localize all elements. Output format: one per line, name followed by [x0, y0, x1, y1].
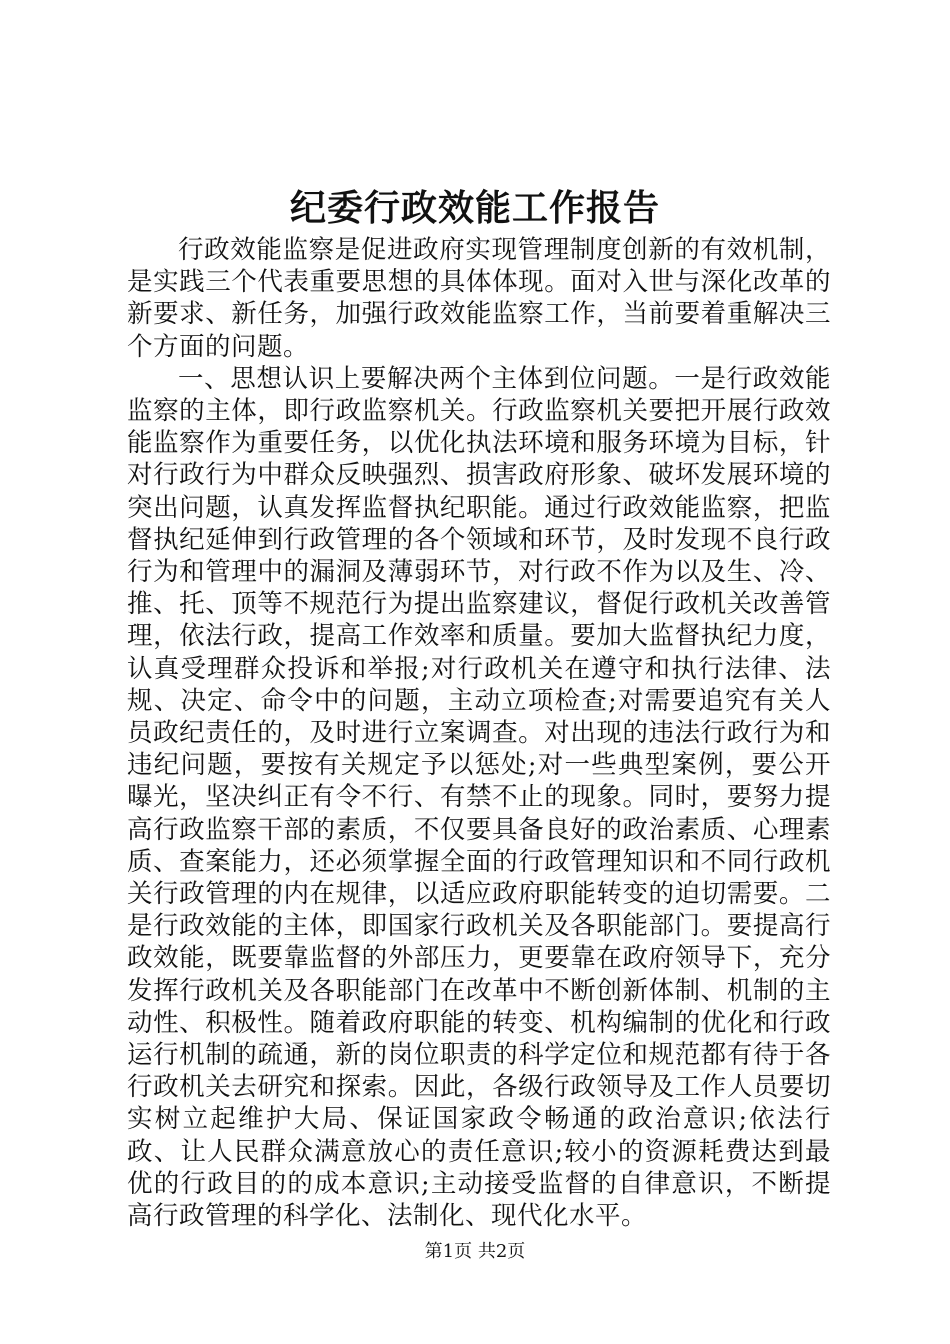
paragraph-section-one: 一、思想认识上要解决两个主体到位问题。一是行政效能监察的主体，即行政监察机关。行政监察机关要把开展行政效能监察作为重要任务，以优化执法环境和服务环境为目标，针对行政行为中群众反映强烈、损害政府形象、破坏发展环境的突出问题，认真发挥监督执纪职能。通过行政效能监察，把监督执纪延伸到行政管理的各个领域和环节，及时发现不良行政行为和管理中的漏洞及薄弱环节，对行政不作为以及生、冷、推、托、顶等不规范行为提出监察建议，督促行政机关改善管理，依法行政，提高工作效率和质量。要加大监督执纪力度，认真受理群众投诉和举报;对行政机关在遵守和执行法律、法规、决定、命令中的问题，主动立项检查;对需要追究有关人员政纪责任的，及时进行立案调查。对出现的违法行政行为和违纪问题，要按有关规定予以惩处;对一些典型案例，要公开曝光，坚决纠正有令不行、有禁不止的现象。同时，要努力提高行政监察干部的素质，不仅要具备良好的政治素质、心理素质、查案能力，还必须掌握全面的行政管理知识和不同行政机关行政管理的内在规律，以适应政府职能转变的迫切需要。二是行政效能的主体，即国家行政机关及各职能部门。要提高行政效能，既要靠监督的外部压力，更要靠在政府领导下，充分发挥行政机关及各职能部门在改革中不断创新体制、机制的主动性、积极性。随着政府职能的转变、机构编制的优化和行政运行机制的疏通，新的岗位职责的科学定位和规范都有待于各行政机关去研究和探索。因此，各级行政领导及工作人员要切实树立起维护大局、保证国家政令畅通的政治意识;依法行政、让人民群众满意放心的责任意识;较小的资源耗费达到最优的行政目的的成本意识;主动接受监督的自律意识，不断提高行政管理的科学化、法制化、现代化水平。 [127, 363, 831, 1232]
document-body [127, 234, 831, 1232]
document-title: 纪委行政效能工作报告 [289, 187, 660, 229]
page-number-footer: 第1页 共2页 [424, 1241, 526, 1262]
paragraph-intro: 行政效能监察是促进政府实现管理制度创新的有效机制，是实践三个代表重要思想的具体体现。面对入世与深化改革的新要求、新任务，加强行政效能监察工作，当前要着重解决三个方面的问题。 [127, 235, 831, 362]
